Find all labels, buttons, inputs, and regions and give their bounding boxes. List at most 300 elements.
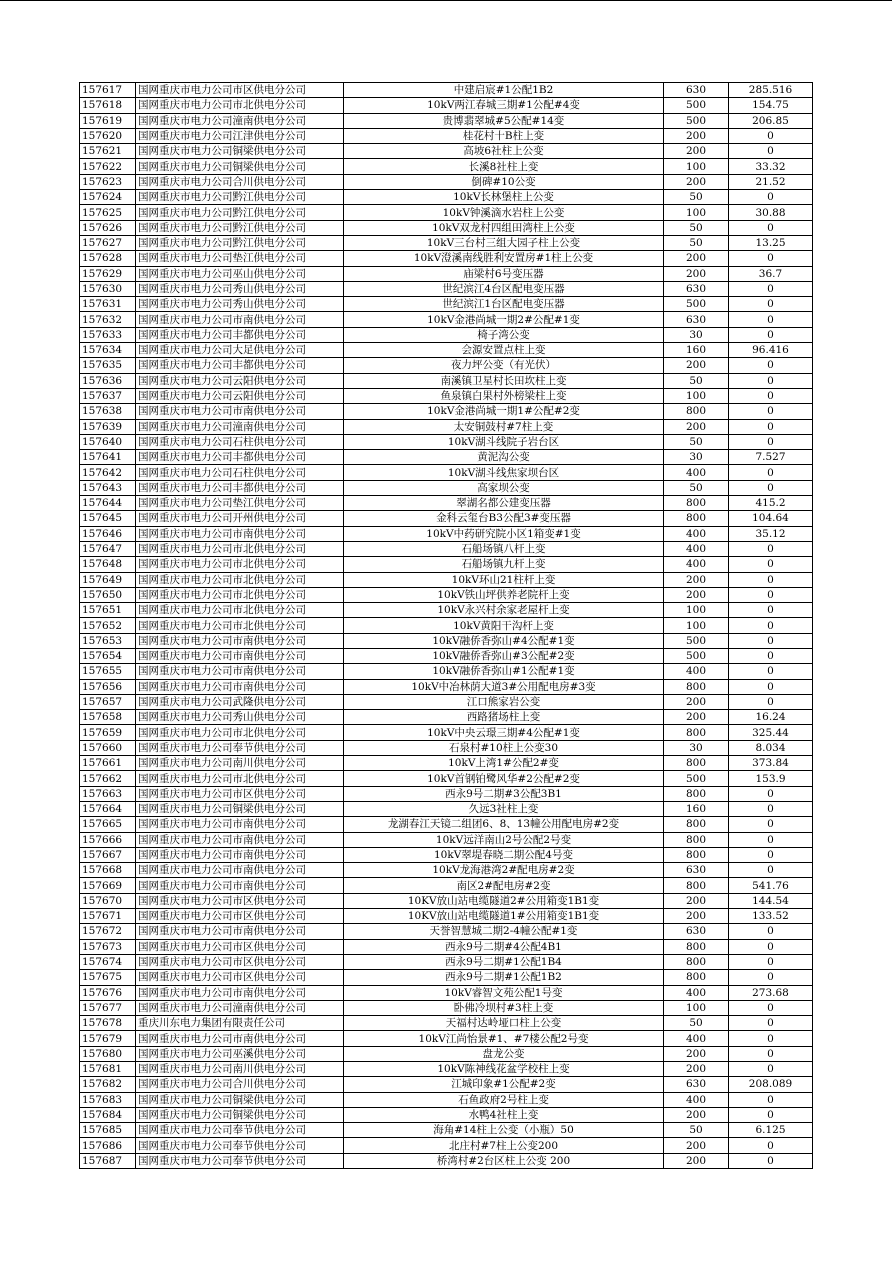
capacity-cell: 50 xyxy=(664,434,729,449)
load-cell: 373.84 xyxy=(729,756,813,771)
load-cell: 0 xyxy=(729,1153,813,1168)
unit-name-cell: 国网重庆市电力公司市北供电分公司 xyxy=(136,557,344,572)
transformer-name-cell: 10kV中冶林荫大道3#公用配电房#3变 xyxy=(344,679,664,694)
table-row xyxy=(80,297,813,312)
unit-name-cell: 国网重庆市电力公司合川供电分公司 xyxy=(136,1077,344,1092)
unit-name-cell: 国网重庆市电力公司武隆供电分公司 xyxy=(136,694,344,709)
load-cell: 0 xyxy=(729,603,813,618)
row-id-cell: 157667 xyxy=(80,847,136,862)
transformer-name-cell: 10kV钟溪滴水岩柱上公变 xyxy=(344,205,664,220)
row-id-cell: 157671 xyxy=(80,909,136,924)
capacity-cell: 200 xyxy=(664,174,729,189)
capacity-cell: 200 xyxy=(664,419,729,434)
unit-name-cell: 国网重庆市电力公司市区供电分公司 xyxy=(136,83,344,98)
transformer-name-cell: 南区2#配电房#2变 xyxy=(344,878,664,893)
table-row xyxy=(80,388,813,403)
transformer-name-cell: 10kV金港尚城一期2#公配#1变 xyxy=(344,312,664,327)
table-row xyxy=(80,1107,813,1122)
table-row xyxy=(80,603,813,618)
capacity-cell: 50 xyxy=(664,1016,729,1031)
row-id-cell: 157624 xyxy=(80,190,136,205)
unit-name-cell: 国网重庆市电力公司市南供电分公司 xyxy=(136,847,344,862)
row-id-cell: 157672 xyxy=(80,924,136,939)
row-id-cell: 157677 xyxy=(80,1000,136,1015)
capacity-cell: 800 xyxy=(664,832,729,847)
table-row xyxy=(80,281,813,296)
row-id-cell: 157632 xyxy=(80,312,136,327)
row-id-cell: 157629 xyxy=(80,266,136,281)
transformer-name-cell: 10kV三台村三组大园子柱上公变 xyxy=(344,235,664,250)
unit-name-cell: 国网重庆市电力公司市南供电分公司 xyxy=(136,664,344,679)
capacity-cell: 30 xyxy=(664,450,729,465)
capacity-cell: 630 xyxy=(664,83,729,98)
transformer-name-cell: 10KV放山站电缆隧道2#公用箱变1B1变 xyxy=(344,893,664,908)
table-row xyxy=(80,144,813,159)
unit-name-cell: 国网重庆市电力公司巫山供电分公司 xyxy=(136,266,344,281)
table-row xyxy=(80,312,813,327)
capacity-cell: 400 xyxy=(664,664,729,679)
load-cell: 325.44 xyxy=(729,725,813,740)
load-cell: 0 xyxy=(729,358,813,373)
unit-name-cell: 国网重庆市电力公司垫江供电分公司 xyxy=(136,496,344,511)
unit-name-cell: 国网重庆市电力公司大足供电分公司 xyxy=(136,343,344,358)
load-cell: 0 xyxy=(729,801,813,816)
capacity-cell: 500 xyxy=(664,297,729,312)
load-cell: 0 xyxy=(729,128,813,143)
load-cell: 0 xyxy=(729,863,813,878)
row-id-cell: 157638 xyxy=(80,404,136,419)
unit-name-cell: 国网重庆市电力公司市区供电分公司 xyxy=(136,893,344,908)
unit-name-cell: 国网重庆市电力公司南川供电分公司 xyxy=(136,756,344,771)
unit-name-cell: 国网重庆市电力公司石柱供电分公司 xyxy=(136,465,344,480)
unit-name-cell: 国网重庆市电力公司市北供电分公司 xyxy=(136,603,344,618)
load-cell: 0 xyxy=(729,939,813,954)
capacity-cell: 400 xyxy=(664,465,729,480)
unit-name-cell: 国网重庆市电力公司市南供电分公司 xyxy=(136,679,344,694)
table-row xyxy=(80,113,813,128)
capacity-cell: 400 xyxy=(664,557,729,572)
table-row xyxy=(80,633,813,648)
row-id-cell: 157620 xyxy=(80,128,136,143)
table-row xyxy=(80,496,813,511)
row-id-cell: 157661 xyxy=(80,756,136,771)
table-row xyxy=(80,725,813,740)
unit-name-cell: 国网重庆市电力公司奉节供电分公司 xyxy=(136,1153,344,1168)
table-row xyxy=(80,878,813,893)
capacity-cell: 50 xyxy=(664,373,729,388)
transformer-name-cell: 石泉村#10柱上公变30 xyxy=(344,740,664,755)
transformer-table xyxy=(79,82,813,1169)
row-id-cell: 157658 xyxy=(80,710,136,725)
unit-name-cell: 国网重庆市电力公司云阳供电分公司 xyxy=(136,388,344,403)
capacity-cell: 630 xyxy=(664,924,729,939)
row-id-cell: 157630 xyxy=(80,281,136,296)
capacity-cell: 800 xyxy=(664,847,729,862)
load-cell: 0 xyxy=(729,327,813,342)
unit-name-cell: 国网重庆市电力公司丰都供电分公司 xyxy=(136,450,344,465)
table-row xyxy=(80,541,813,556)
transformer-name-cell: 桂花村十B柱上变 xyxy=(344,128,664,143)
transformer-name-cell: 水鸭4社柱上变 xyxy=(344,1107,664,1122)
transformer-name-cell: 10KV放山站电缆隧道1#公用箱变1B1变 xyxy=(344,909,664,924)
capacity-cell: 50 xyxy=(664,235,729,250)
unit-name-cell: 国网重庆市电力公司市南供电分公司 xyxy=(136,985,344,1000)
row-id-cell: 157681 xyxy=(80,1062,136,1077)
row-id-cell: 157659 xyxy=(80,725,136,740)
transformer-name-cell: 10kV睿智文苑公配1号变 xyxy=(344,985,664,1000)
row-id-cell: 157653 xyxy=(80,633,136,648)
row-id-cell: 157679 xyxy=(80,1031,136,1046)
table-row xyxy=(80,648,813,663)
unit-name-cell: 国网重庆市电力公司潼南供电分公司 xyxy=(136,113,344,128)
unit-name-cell: 国网重庆市电力公司铜梁供电分公司 xyxy=(136,159,344,174)
transformer-name-cell: 太安铜鼓村#7柱上变 xyxy=(344,419,664,434)
load-cell: 36.7 xyxy=(729,266,813,281)
table-row xyxy=(80,756,813,771)
row-id-cell: 157669 xyxy=(80,878,136,893)
row-id-cell: 157656 xyxy=(80,679,136,694)
load-cell: 0 xyxy=(729,1107,813,1122)
load-cell: 0 xyxy=(729,572,813,587)
table-row xyxy=(80,740,813,755)
table-row xyxy=(80,1062,813,1077)
unit-name-cell: 国网重庆市电力公司市南供电分公司 xyxy=(136,863,344,878)
row-id-cell: 157644 xyxy=(80,496,136,511)
load-cell: 0 xyxy=(729,297,813,312)
transformer-name-cell: 椅子湾公变 xyxy=(344,327,664,342)
load-cell: 0 xyxy=(729,557,813,572)
table-body xyxy=(80,83,813,1169)
unit-name-cell: 国网重庆市电力公司黔江供电分公司 xyxy=(136,205,344,220)
unit-name-cell: 国网重庆市电力公司秀山供电分公司 xyxy=(136,710,344,725)
load-cell: 0 xyxy=(729,1000,813,1015)
table-row xyxy=(80,710,813,725)
capacity-cell: 30 xyxy=(664,740,729,755)
unit-name-cell: 国网重庆市电力公司市北供电分公司 xyxy=(136,618,344,633)
transformer-name-cell: 海角#14柱上公变（小瓶）50 xyxy=(344,1123,664,1138)
row-id-cell: 157650 xyxy=(80,587,136,602)
capacity-cell: 630 xyxy=(664,1077,729,1092)
unit-name-cell: 国网重庆市电力公司市南供电分公司 xyxy=(136,832,344,847)
unit-name-cell: 国网重庆市电力公司奉节供电分公司 xyxy=(136,740,344,755)
load-cell: 154.75 xyxy=(729,98,813,113)
capacity-cell: 200 xyxy=(664,572,729,587)
unit-name-cell: 国网重庆市电力公司市北供电分公司 xyxy=(136,98,344,113)
load-cell: 8.034 xyxy=(729,740,813,755)
row-id-cell: 157641 xyxy=(80,450,136,465)
load-cell: 206.85 xyxy=(729,113,813,128)
unit-name-cell: 国网重庆市电力公司黔江供电分公司 xyxy=(136,235,344,250)
capacity-cell: 800 xyxy=(664,970,729,985)
table-row xyxy=(80,970,813,985)
transformer-name-cell: 10kV融侨香弥山#4公配#1变 xyxy=(344,633,664,648)
load-cell: 285.516 xyxy=(729,83,813,98)
row-id-cell: 157634 xyxy=(80,343,136,358)
transformer-name-cell: 盘龙公变 xyxy=(344,1046,664,1061)
unit-name-cell: 国网重庆市电力公司奉节供电分公司 xyxy=(136,1138,344,1153)
unit-name-cell: 国网重庆市电力公司铜梁供电分公司 xyxy=(136,144,344,159)
load-cell: 0 xyxy=(729,373,813,388)
load-cell: 0 xyxy=(729,434,813,449)
transformer-name-cell: 黄泥沟公变 xyxy=(344,450,664,465)
table-row xyxy=(80,924,813,939)
table-row xyxy=(80,832,813,847)
row-id-cell: 157623 xyxy=(80,174,136,189)
unit-name-cell: 国网重庆市电力公司合川供电分公司 xyxy=(136,174,344,189)
load-cell: 0 xyxy=(729,144,813,159)
unit-name-cell: 重庆川东电力集团有限责任公司 xyxy=(136,1016,344,1031)
unit-name-cell: 国网重庆市电力公司市北供电分公司 xyxy=(136,771,344,786)
row-id-cell: 157663 xyxy=(80,786,136,801)
load-cell: 0 xyxy=(729,954,813,969)
table-row xyxy=(80,190,813,205)
load-cell: 0 xyxy=(729,190,813,205)
transformer-name-cell: 石鱼政府2号柱上变 xyxy=(344,1092,664,1107)
capacity-cell: 500 xyxy=(664,771,729,786)
table-row xyxy=(80,251,813,266)
row-id-cell: 157674 xyxy=(80,954,136,969)
table-row xyxy=(80,511,813,526)
transformer-name-cell: 中建启宸#1公配1B2 xyxy=(344,83,664,98)
row-id-cell: 157687 xyxy=(80,1153,136,1168)
row-id-cell: 157664 xyxy=(80,801,136,816)
row-id-cell: 157662 xyxy=(80,771,136,786)
table-row xyxy=(80,1123,813,1138)
row-id-cell: 157678 xyxy=(80,1016,136,1031)
table-row xyxy=(80,939,813,954)
load-cell: 16.24 xyxy=(729,710,813,725)
capacity-cell: 630 xyxy=(664,863,729,878)
table-row xyxy=(80,128,813,143)
row-id-cell: 157651 xyxy=(80,603,136,618)
unit-name-cell: 国网重庆市电力公司潼南供电分公司 xyxy=(136,1000,344,1015)
table-row xyxy=(80,1031,813,1046)
capacity-cell: 800 xyxy=(664,786,729,801)
transformer-name-cell: 10kV龙海港湾2#配电房#2变 xyxy=(344,863,664,878)
table-row xyxy=(80,174,813,189)
table-row xyxy=(80,801,813,816)
table-row xyxy=(80,817,813,832)
row-id-cell: 157625 xyxy=(80,205,136,220)
capacity-cell: 500 xyxy=(664,648,729,663)
row-id-cell: 157680 xyxy=(80,1046,136,1061)
capacity-cell: 50 xyxy=(664,220,729,235)
row-id-cell: 157684 xyxy=(80,1107,136,1122)
unit-name-cell: 国网重庆市电力公司市南供电分公司 xyxy=(136,404,344,419)
table-row xyxy=(80,465,813,480)
capacity-cell: 200 xyxy=(664,251,729,266)
load-cell: 0 xyxy=(729,832,813,847)
table-row xyxy=(80,587,813,602)
transformer-name-cell: 天誉智慧城二期2-4幢公配#1变 xyxy=(344,924,664,939)
capacity-cell: 630 xyxy=(664,312,729,327)
row-id-cell: 157675 xyxy=(80,970,136,985)
unit-name-cell: 国网重庆市电力公司铜梁供电分公司 xyxy=(136,801,344,816)
capacity-cell: 160 xyxy=(664,343,729,358)
table-row xyxy=(80,893,813,908)
row-id-cell: 157657 xyxy=(80,694,136,709)
load-cell: 0 xyxy=(729,480,813,495)
transformer-name-cell: 10kV湖斗线焦家坝台区 xyxy=(344,465,664,480)
capacity-cell: 630 xyxy=(664,281,729,296)
unit-name-cell: 国网重庆市电力公司市南供电分公司 xyxy=(136,878,344,893)
table-row xyxy=(80,1077,813,1092)
row-id-cell: 157637 xyxy=(80,388,136,403)
transformer-name-cell: 10kV江尚怡景#1、#7楼公配2号变 xyxy=(344,1031,664,1046)
unit-name-cell: 国网重庆市电力公司市南供电分公司 xyxy=(136,312,344,327)
load-cell: 7.527 xyxy=(729,450,813,465)
row-id-cell: 157636 xyxy=(80,373,136,388)
row-id-cell: 157655 xyxy=(80,664,136,679)
transformer-name-cell: 10kV中药研究院小区1箱变#1变 xyxy=(344,526,664,541)
unit-name-cell: 国网重庆市电力公司市区供电分公司 xyxy=(136,939,344,954)
table-row xyxy=(80,863,813,878)
load-cell: 0 xyxy=(729,1016,813,1031)
load-cell: 144.54 xyxy=(729,893,813,908)
table-row xyxy=(80,1000,813,1015)
capacity-cell: 200 xyxy=(664,1153,729,1168)
capacity-cell: 200 xyxy=(664,1138,729,1153)
load-cell: 0 xyxy=(729,404,813,419)
unit-name-cell: 国网重庆市电力公司黔江供电分公司 xyxy=(136,220,344,235)
unit-name-cell: 国网重庆市电力公司奉节供电分公司 xyxy=(136,1123,344,1138)
load-cell: 0 xyxy=(729,694,813,709)
load-cell: 0 xyxy=(729,679,813,694)
load-cell: 0 xyxy=(729,587,813,602)
transformer-name-cell: 高家坝公变 xyxy=(344,480,664,495)
transformer-name-cell: 10kV永兴村余家老屋杆上变 xyxy=(344,603,664,618)
transformer-name-cell: 贵博翡翠城#5公配#14变 xyxy=(344,113,664,128)
capacity-cell: 100 xyxy=(664,159,729,174)
load-cell: 0 xyxy=(729,847,813,862)
capacity-cell: 200 xyxy=(664,266,729,281)
row-id-cell: 157643 xyxy=(80,480,136,495)
capacity-cell: 100 xyxy=(664,618,729,633)
transformer-name-cell: 龙湖春江天镜二组团6、8、13幢公用配电房#2变 xyxy=(344,817,664,832)
capacity-cell: 500 xyxy=(664,113,729,128)
capacity-cell: 800 xyxy=(664,756,729,771)
transformer-name-cell: 10kV融侨香弥山#3公配#2变 xyxy=(344,648,664,663)
row-id-cell: 157685 xyxy=(80,1123,136,1138)
row-id-cell: 157646 xyxy=(80,526,136,541)
load-cell: 0 xyxy=(729,281,813,296)
table-row xyxy=(80,327,813,342)
table-row xyxy=(80,1138,813,1153)
capacity-cell: 400 xyxy=(664,1031,729,1046)
capacity-cell: 800 xyxy=(664,939,729,954)
load-cell: 0 xyxy=(729,388,813,403)
unit-name-cell: 国网重庆市电力公司秀山供电分公司 xyxy=(136,297,344,312)
row-id-cell: 157635 xyxy=(80,358,136,373)
load-cell: 0 xyxy=(729,541,813,556)
load-cell: 35.12 xyxy=(729,526,813,541)
load-cell: 273.68 xyxy=(729,985,813,1000)
row-id-cell: 157627 xyxy=(80,235,136,250)
transformer-name-cell: 久远3社柱上变 xyxy=(344,801,664,816)
row-id-cell: 157654 xyxy=(80,648,136,663)
row-id-cell: 157682 xyxy=(80,1077,136,1092)
row-id-cell: 157676 xyxy=(80,985,136,1000)
table-row xyxy=(80,220,813,235)
load-cell: 0 xyxy=(729,618,813,633)
transformer-name-cell: 10kV长林堡柱上公变 xyxy=(344,190,664,205)
capacity-cell: 50 xyxy=(664,480,729,495)
capacity-cell: 800 xyxy=(664,679,729,694)
table-row xyxy=(80,404,813,419)
capacity-cell: 100 xyxy=(664,205,729,220)
table-row xyxy=(80,985,813,1000)
capacity-cell: 200 xyxy=(664,1107,729,1122)
transformer-name-cell: 夜力坪公变（有光伏） xyxy=(344,358,664,373)
table-row xyxy=(80,159,813,174)
transformer-name-cell: 西永9号二期#3公配3B1 xyxy=(344,786,664,801)
unit-name-cell: 国网重庆市电力公司市区供电分公司 xyxy=(136,954,344,969)
table-row xyxy=(80,771,813,786)
capacity-cell: 800 xyxy=(664,878,729,893)
capacity-cell: 200 xyxy=(664,128,729,143)
load-cell: 13.25 xyxy=(729,235,813,250)
capacity-cell: 100 xyxy=(664,603,729,618)
load-cell: 541.76 xyxy=(729,878,813,893)
transformer-name-cell: 卧佛冷坝村#3柱上变 xyxy=(344,1000,664,1015)
table-row xyxy=(80,679,813,694)
row-id-cell: 157645 xyxy=(80,511,136,526)
row-id-cell: 157633 xyxy=(80,327,136,342)
capacity-cell: 100 xyxy=(664,388,729,403)
transformer-name-cell: 高坡6社柱上公变 xyxy=(344,144,664,159)
unit-name-cell: 国网重庆市电力公司市北供电分公司 xyxy=(136,587,344,602)
transformer-name-cell: 世纪滨江4台区配电变压器 xyxy=(344,281,664,296)
capacity-cell: 200 xyxy=(664,1046,729,1061)
table-row xyxy=(80,358,813,373)
table-row xyxy=(80,1046,813,1061)
row-id-cell: 157683 xyxy=(80,1092,136,1107)
capacity-cell: 200 xyxy=(664,710,729,725)
transformer-name-cell: 10kV远洋南山2号公配2号变 xyxy=(344,832,664,847)
unit-name-cell: 国网重庆市电力公司垫江供电分公司 xyxy=(136,251,344,266)
unit-name-cell: 国网重庆市电力公司秀山供电分公司 xyxy=(136,281,344,296)
capacity-cell: 200 xyxy=(664,358,729,373)
transformer-name-cell: 10kV黄阳干沟杆上变 xyxy=(344,618,664,633)
capacity-cell: 200 xyxy=(664,909,729,924)
unit-name-cell: 国网重庆市电力公司市南供电分公司 xyxy=(136,648,344,663)
capacity-cell: 400 xyxy=(664,985,729,1000)
capacity-cell: 800 xyxy=(664,496,729,511)
load-cell: 415.2 xyxy=(729,496,813,511)
table-row xyxy=(80,419,813,434)
transformer-name-cell: 北庄村#7柱上公变200 xyxy=(344,1138,664,1153)
unit-name-cell: 国网重庆市电力公司市北供电分公司 xyxy=(136,725,344,740)
load-cell: 104.64 xyxy=(729,511,813,526)
load-cell: 0 xyxy=(729,312,813,327)
load-cell: 6.125 xyxy=(729,1123,813,1138)
capacity-cell: 100 xyxy=(664,1000,729,1015)
load-cell: 133.52 xyxy=(729,909,813,924)
transformer-name-cell: 10kV翠堤春晓二期公配4号变 xyxy=(344,847,664,862)
load-cell: 0 xyxy=(729,1046,813,1061)
transformer-name-cell: 倒碑#10公变 xyxy=(344,174,664,189)
transformer-name-cell: 会源安置点柱上变 xyxy=(344,343,664,358)
load-cell: 0 xyxy=(729,251,813,266)
unit-name-cell: 国网重庆市电力公司开州供电分公司 xyxy=(136,511,344,526)
row-id-cell: 157639 xyxy=(80,419,136,434)
row-id-cell: 157686 xyxy=(80,1138,136,1153)
capacity-cell: 200 xyxy=(664,694,729,709)
table-row xyxy=(80,450,813,465)
unit-name-cell: 国网重庆市电力公司市区供电分公司 xyxy=(136,909,344,924)
capacity-cell: 200 xyxy=(664,1062,729,1077)
transformer-name-cell: 石船场镇八杆上变 xyxy=(344,541,664,556)
